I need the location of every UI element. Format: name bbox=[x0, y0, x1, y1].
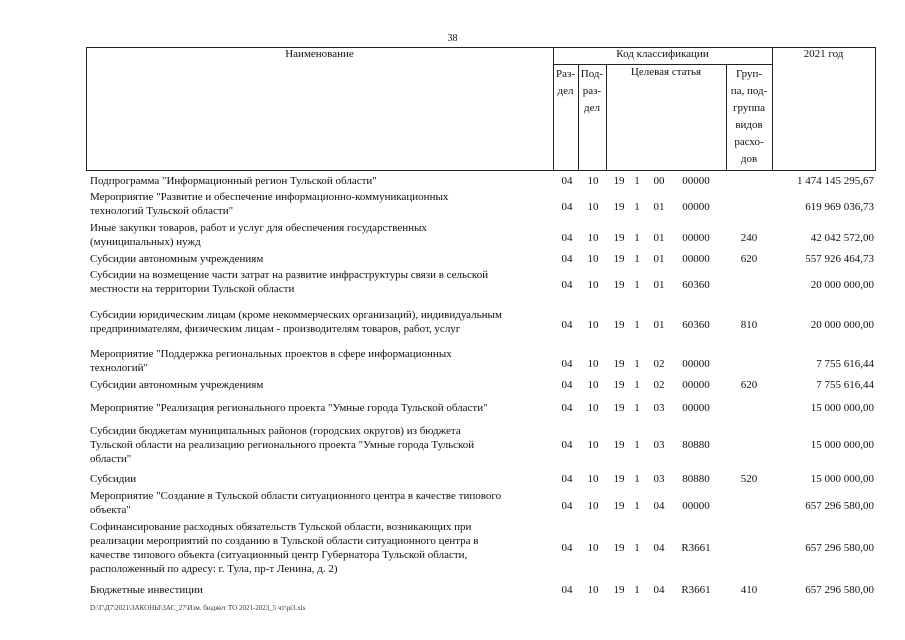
row-amount: 657 296 580,00 bbox=[805, 542, 874, 554]
header-razdel bbox=[553, 66, 578, 100]
row-name bbox=[90, 401, 552, 415]
row-name-line: области" bbox=[90, 453, 132, 465]
row-code-t2: 1 bbox=[634, 473, 640, 485]
row-code-r: 04 bbox=[561, 319, 573, 331]
row-name bbox=[90, 424, 552, 466]
row-amount: 20 000 000,00 bbox=[810, 279, 874, 291]
row-code-pr: 10 bbox=[587, 319, 599, 331]
row-code-pr: 10 bbox=[587, 379, 599, 391]
row-name-line: Софинансирование расходных обязательств Тульской области, возникающих при bbox=[90, 521, 472, 533]
row-code-pr: 10 bbox=[587, 279, 599, 291]
row-name bbox=[90, 190, 552, 218]
row-amount: 7 755 616,44 bbox=[816, 358, 874, 370]
row-code-t3: 04 bbox=[653, 584, 665, 596]
table-row bbox=[0, 489, 905, 517]
row-name-line: Мероприятие "Развитие и обеспечение информационно-коммуникационных bbox=[90, 191, 449, 203]
row-code-r: 04 bbox=[561, 402, 573, 414]
row-code-t2: 1 bbox=[634, 379, 640, 391]
row-code-r: 04 bbox=[561, 253, 573, 265]
header-gruppa bbox=[726, 66, 772, 168]
row-code-t1: 19 bbox=[613, 358, 625, 370]
row-code-t4: 00000 bbox=[682, 500, 710, 512]
row-code-r: 04 bbox=[561, 232, 573, 244]
row-code-t1: 19 bbox=[613, 279, 625, 291]
row-amount: 42 042 572,00 bbox=[810, 232, 874, 244]
row-code-t3: 04 bbox=[653, 500, 665, 512]
table-row bbox=[0, 347, 905, 375]
row-code-pr: 10 bbox=[587, 500, 599, 512]
header-gruppa-line: дов bbox=[740, 153, 758, 165]
row-code-t4: 00000 bbox=[682, 379, 710, 391]
row-code-t1: 19 bbox=[613, 542, 625, 554]
row-code-r: 04 bbox=[561, 279, 573, 291]
header-razdel-line: дел bbox=[557, 85, 574, 97]
row-code-t3: 01 bbox=[653, 232, 665, 244]
row-code-t2: 1 bbox=[634, 232, 640, 244]
row-code-t1: 19 bbox=[613, 232, 625, 244]
row-code-t4: R3661 bbox=[681, 542, 711, 554]
row-code-t4: 00000 bbox=[682, 175, 710, 187]
row-code-t2: 1 bbox=[634, 319, 640, 331]
row-code-g: 520 bbox=[740, 473, 758, 485]
row-name bbox=[90, 583, 552, 597]
row-amount: 7 755 616,44 bbox=[816, 379, 874, 391]
row-name-line: Мероприятие "Создание в Тульской области ситуационного центра в качестве типового bbox=[90, 490, 502, 502]
row-code-pr: 10 bbox=[587, 439, 599, 451]
header-razdel-line: Раз- bbox=[555, 68, 575, 80]
row-code-t2: 1 bbox=[634, 253, 640, 265]
row-code-t3: 01 bbox=[653, 279, 665, 291]
row-code-t3: 02 bbox=[653, 379, 665, 391]
row-name bbox=[90, 268, 552, 296]
row-code-pr: 10 bbox=[587, 402, 599, 414]
row-amount: 15 000 000,00 bbox=[810, 439, 874, 451]
row-code-t1: 19 bbox=[613, 500, 625, 512]
row-name-line: реализации мероприятий по созданию в Тульской области ситуационного центра в bbox=[90, 535, 479, 547]
row-code-g: 620 bbox=[740, 379, 758, 391]
row-code-t3: 03 bbox=[653, 439, 665, 451]
row-code-g: 410 bbox=[740, 584, 758, 596]
row-code-t2: 1 bbox=[634, 584, 640, 596]
row-code-pr: 10 bbox=[587, 201, 599, 213]
header-gruppa-line: па, под- bbox=[730, 85, 768, 97]
row-name-line: (муниципальных) нужд bbox=[90, 236, 201, 248]
row-name-line: Субсидии бюджетам муниципальных районов (городских округов) из бюджета bbox=[90, 425, 461, 437]
row-code-r: 04 bbox=[561, 379, 573, 391]
row-code-t4: 00000 bbox=[682, 358, 710, 370]
row-name-line: технологий" bbox=[90, 362, 149, 374]
row-name-line: Субсидии bbox=[90, 473, 137, 485]
table-row bbox=[0, 221, 905, 249]
header-name: Наименование bbox=[285, 48, 354, 60]
table-row bbox=[0, 583, 905, 597]
header-podrazdel bbox=[578, 66, 606, 117]
row-code-r: 04 bbox=[561, 584, 573, 596]
table-row bbox=[0, 308, 905, 336]
row-code-t1: 19 bbox=[613, 584, 625, 596]
row-code-t4: 60360 bbox=[682, 319, 710, 331]
page-number: 38 bbox=[447, 33, 458, 44]
table-row bbox=[0, 472, 905, 486]
row-code-t3: 03 bbox=[653, 473, 665, 485]
row-code-r: 04 bbox=[561, 201, 573, 213]
row-amount: 557 926 464,73 bbox=[805, 253, 874, 265]
row-name bbox=[90, 252, 552, 266]
row-code-t2: 1 bbox=[634, 439, 640, 451]
row-code-pr: 10 bbox=[587, 473, 599, 485]
row-name-line: Субсидии автономным учреждениям bbox=[90, 253, 264, 265]
row-code-pr: 10 bbox=[587, 358, 599, 370]
row-name bbox=[90, 378, 552, 392]
row-code-t3: 01 bbox=[653, 201, 665, 213]
row-code-t3: 02 bbox=[653, 358, 665, 370]
row-name-line: Мероприятие "Реализация регионального проекта "Умные города Тульской области" bbox=[90, 402, 488, 414]
row-code-pr: 10 bbox=[587, 542, 599, 554]
row-code-t4: 60360 bbox=[682, 279, 710, 291]
row-code-t3: 01 bbox=[653, 319, 665, 331]
row-code-t4: 80880 bbox=[682, 439, 710, 451]
row-name-line: технологий Тульской области" bbox=[90, 205, 234, 217]
row-code-t4: 00000 bbox=[682, 402, 710, 414]
header-podrazdel-line: дел bbox=[584, 102, 600, 114]
row-code-t3: 03 bbox=[653, 402, 665, 414]
table-row bbox=[0, 424, 905, 466]
row-name-line: Подпрограмма "Информационный регион Тульской области" bbox=[90, 175, 377, 187]
row-name bbox=[90, 221, 552, 249]
row-amount: 619 969 036,73 bbox=[805, 201, 874, 213]
row-code-t3: 00 bbox=[653, 175, 665, 187]
row-code-t1: 19 bbox=[613, 473, 625, 485]
row-code-r: 04 bbox=[561, 358, 573, 370]
row-name-line: Субсидии на возмещение части затрат на развитие инфраструктуры связи в сельской bbox=[90, 269, 489, 281]
row-name bbox=[90, 174, 552, 188]
row-code-g: 240 bbox=[740, 232, 758, 244]
row-code-t1: 19 bbox=[613, 253, 625, 265]
row-amount: 15 000 000,00 bbox=[810, 402, 874, 414]
row-code-pr: 10 bbox=[587, 175, 599, 187]
row-name-line: местности на территории Тульской области bbox=[90, 283, 295, 295]
row-name bbox=[90, 308, 552, 336]
row-name-line: Субсидии юридическим лицам (кроме некоммерческих организаций), индивидуальным bbox=[90, 309, 502, 321]
header-gruppa-line: расхо- bbox=[734, 136, 764, 148]
row-name bbox=[90, 347, 552, 375]
header-podrazdel-line: раз- bbox=[582, 85, 602, 97]
header-tselevaya: Целевая статья bbox=[630, 66, 702, 78]
row-name-line: Мероприятие "Поддержка региональных проектов в сфере информационных bbox=[90, 348, 452, 360]
row-amount: 15 000 000,00 bbox=[810, 473, 874, 485]
row-code-r: 04 bbox=[561, 439, 573, 451]
row-code-t2: 1 bbox=[634, 500, 640, 512]
row-code-pr: 10 bbox=[587, 232, 599, 244]
table-row bbox=[0, 190, 905, 218]
row-amount: 657 296 580,00 bbox=[805, 584, 874, 596]
row-name bbox=[90, 489, 552, 517]
table-row bbox=[0, 520, 905, 576]
row-code-t3: 01 bbox=[653, 253, 665, 265]
table-row bbox=[0, 401, 905, 415]
row-name-line: Иные закупки товаров, работ и услуг для обеспечения государственных bbox=[90, 222, 427, 234]
row-code-t4: 00000 bbox=[682, 253, 710, 265]
row-code-t4: 00000 bbox=[682, 232, 710, 244]
row-name-line: расположенный по адресу: г. Тула, пр-т Ленина, д. 2) bbox=[90, 563, 338, 575]
row-code-g: 620 bbox=[740, 253, 758, 265]
header-code: Код классификации bbox=[616, 48, 709, 60]
header-gruppa-line: группа bbox=[732, 102, 766, 114]
row-name-line: Тульской области на реализацию регионального проекта "Умные города Тульской bbox=[90, 439, 475, 451]
row-amount: 657 296 580,00 bbox=[805, 500, 874, 512]
row-name bbox=[90, 472, 552, 486]
row-name-line: Субсидии автономным учреждениям bbox=[90, 379, 264, 391]
row-code-pr: 10 bbox=[587, 584, 599, 596]
row-code-r: 04 bbox=[561, 500, 573, 512]
row-name-line: объекта" bbox=[90, 504, 131, 516]
row-code-g: 810 bbox=[740, 319, 758, 331]
row-name-line: Бюджетные инвестиции bbox=[90, 584, 203, 596]
header-gruppa-line: видов bbox=[735, 119, 763, 131]
row-code-t1: 19 bbox=[613, 319, 625, 331]
row-code-r: 04 bbox=[561, 175, 573, 187]
row-code-t4: R3661 bbox=[681, 584, 711, 596]
row-code-t1: 19 bbox=[613, 175, 625, 187]
row-code-t2: 1 bbox=[634, 175, 640, 187]
row-code-t2: 1 bbox=[634, 542, 640, 554]
row-name bbox=[90, 520, 552, 576]
row-code-t1: 19 bbox=[613, 379, 625, 391]
row-code-t1: 19 bbox=[613, 201, 625, 213]
row-code-r: 04 bbox=[561, 473, 573, 485]
table-row bbox=[0, 252, 905, 266]
row-code-t3: 04 bbox=[653, 542, 665, 554]
row-name-line: качестве типового объекта (ситуационный центр Губернатора Тульской области, bbox=[90, 549, 468, 561]
table-row bbox=[0, 268, 905, 296]
row-code-t2: 1 bbox=[634, 402, 640, 414]
table-row bbox=[0, 378, 905, 392]
row-amount: 1 474 145 295,67 bbox=[797, 175, 874, 187]
row-code-t2: 1 bbox=[634, 358, 640, 370]
header-gruppa-line: Груп- bbox=[735, 68, 763, 80]
row-code-t4: 80880 bbox=[682, 473, 710, 485]
row-code-t4: 00000 bbox=[682, 201, 710, 213]
header-year: 2021 год bbox=[803, 48, 844, 60]
row-code-r: 04 bbox=[561, 542, 573, 554]
table-row bbox=[0, 174, 905, 188]
row-code-t1: 19 bbox=[613, 439, 625, 451]
row-amount: 20 000 000,00 bbox=[810, 319, 874, 331]
header-podrazdel-line: Под- bbox=[580, 68, 604, 80]
row-code-t1: 19 bbox=[613, 402, 625, 414]
row-code-t2: 1 bbox=[634, 279, 640, 291]
row-code-pr: 10 bbox=[587, 253, 599, 265]
footer-file-path: D:\Г\Д7\2021\ЗАКОНЫ\ЗАС_27\Изм. бюджет ТО 2021-2023_5 чт\рі3.xls bbox=[90, 604, 306, 612]
row-code-t2: 1 bbox=[634, 201, 640, 213]
row-name-line: предпринимателям, физическим лицам - производителям товаров, работ, услуг bbox=[90, 323, 461, 335]
